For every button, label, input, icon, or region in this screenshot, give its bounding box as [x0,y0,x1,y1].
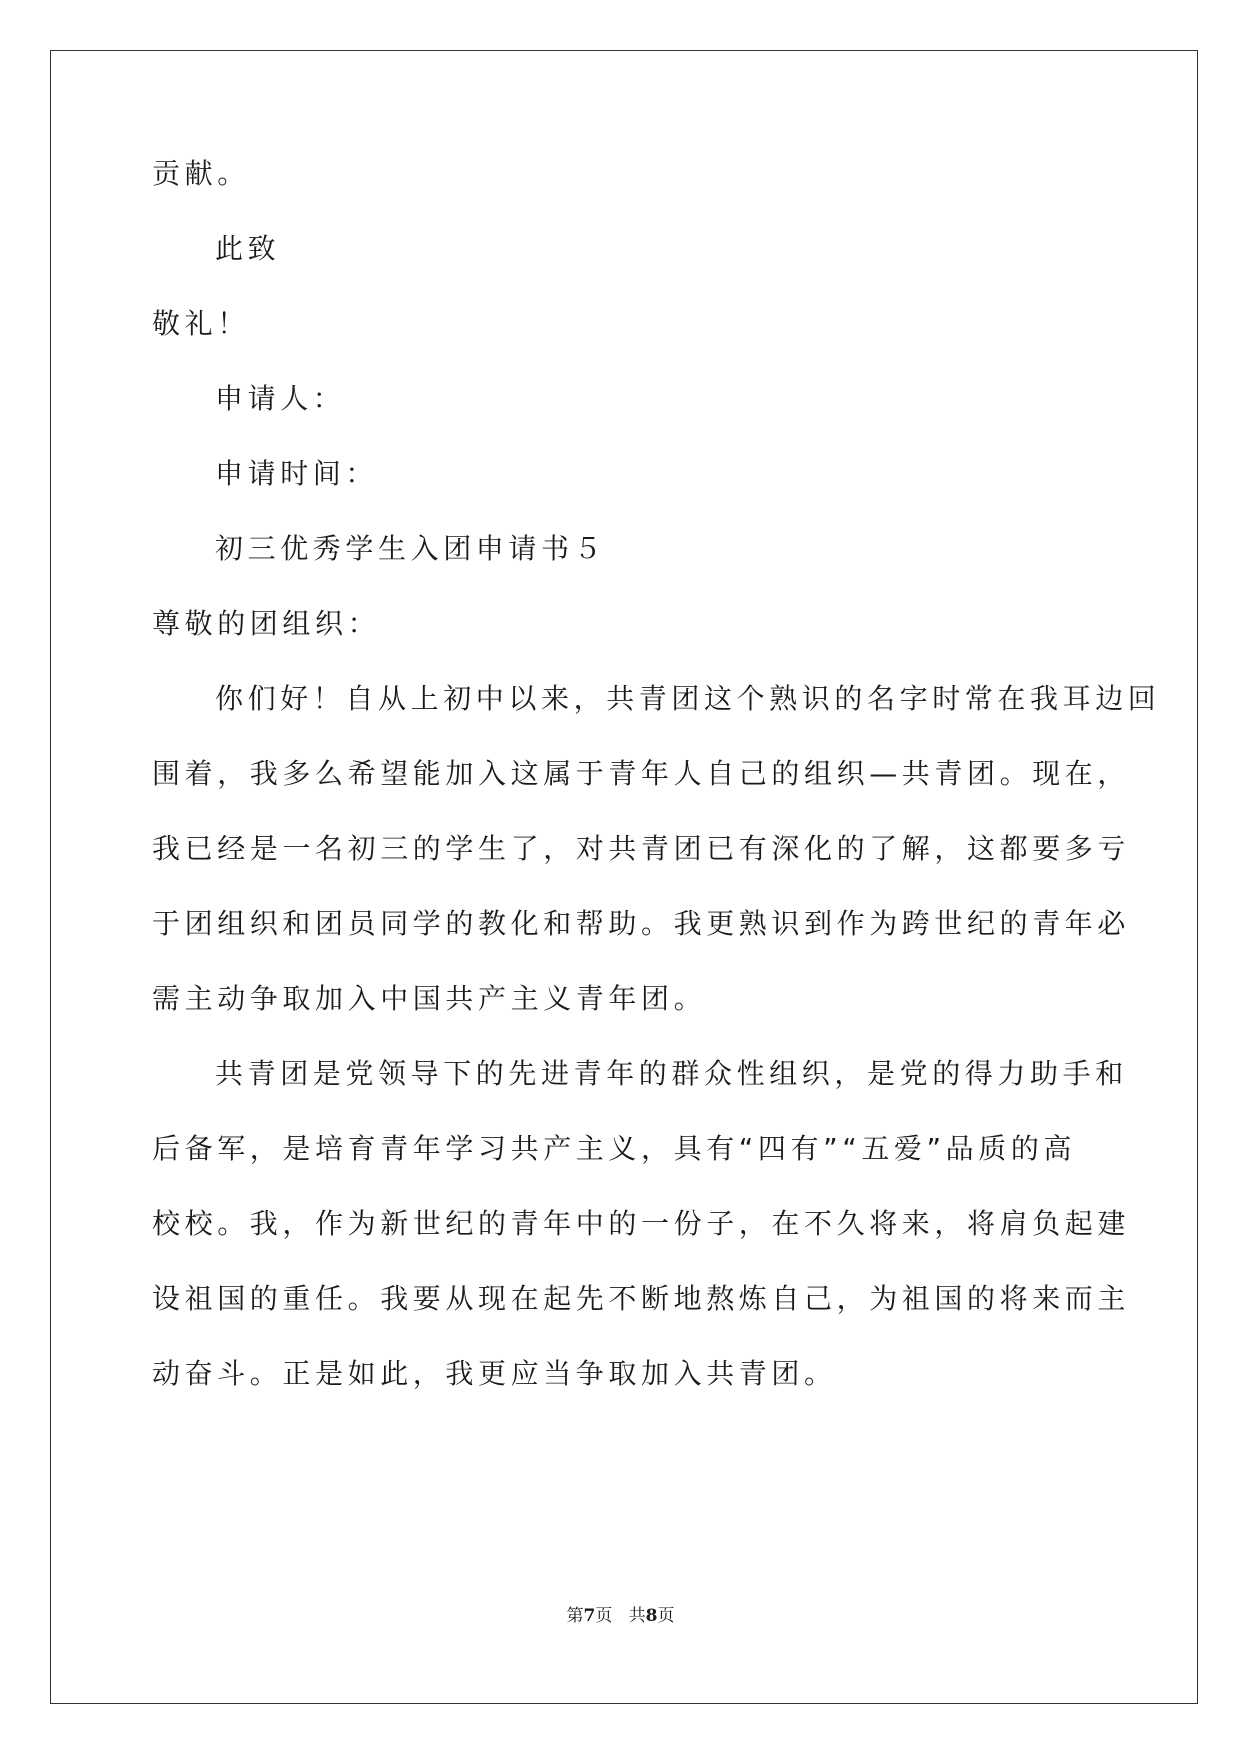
total-pages-number: 8 [645,1606,658,1626]
current-page-number: 7 [583,1606,596,1626]
page-border [50,50,1198,1704]
text-line: 此致 [215,232,281,265]
text-line: 围着，我多么希望能加入这属于青年人自己的组织—共青团。现在， [152,757,1131,790]
text-line: 敬礼！ [152,307,250,340]
text-line: 共青团是党领导下的先进青年的群众性组织，是党的得力助手和 [215,1057,1128,1090]
page-label-prefix: 第 [566,1606,584,1626]
text-line: 后备军，是培育青年学习共产主义，具有“四有”“五爱”品质的高 [152,1132,1077,1165]
page-label-suffix: 页 [595,1606,613,1626]
text-line: 动奋斗。正是如此，我更应当争取加入共青团。 [152,1357,837,1390]
text-line: 贡献。 [152,157,250,190]
text-line: 申请时间： [215,457,379,490]
text-line: 你们好！自从上初中以来，共青团这个熟识的名字时常在我耳边回 [215,682,1161,715]
text-line: 我已经是一名初三的学生了，对共青团已有深化的了解，这都要多亏 [152,832,1131,865]
salutation: 尊敬的团组织： [152,607,381,640]
text-line: 于团组织和团员同学的教化和帮助。我更熟识到作为跨世纪的青年必 [152,907,1131,940]
text-line: 申请人： [215,382,346,415]
section-heading: 初三优秀学生入团申请书５ [215,532,607,565]
text-line: 设祖国的重任。我要从现在起先不断地熬炼自己，为祖国的将来而主 [152,1282,1131,1315]
text-line: 校校。我，作为新世纪的青年中的一份子，在不久将来，将肩负起建 [152,1207,1131,1240]
text-line: 需主动争取加入中国共产主义青年团。 [152,982,707,1015]
total-label-suffix: 页 [657,1606,675,1626]
page-footer [0,1604,1241,1628]
total-label-prefix: 共 [628,1606,646,1626]
